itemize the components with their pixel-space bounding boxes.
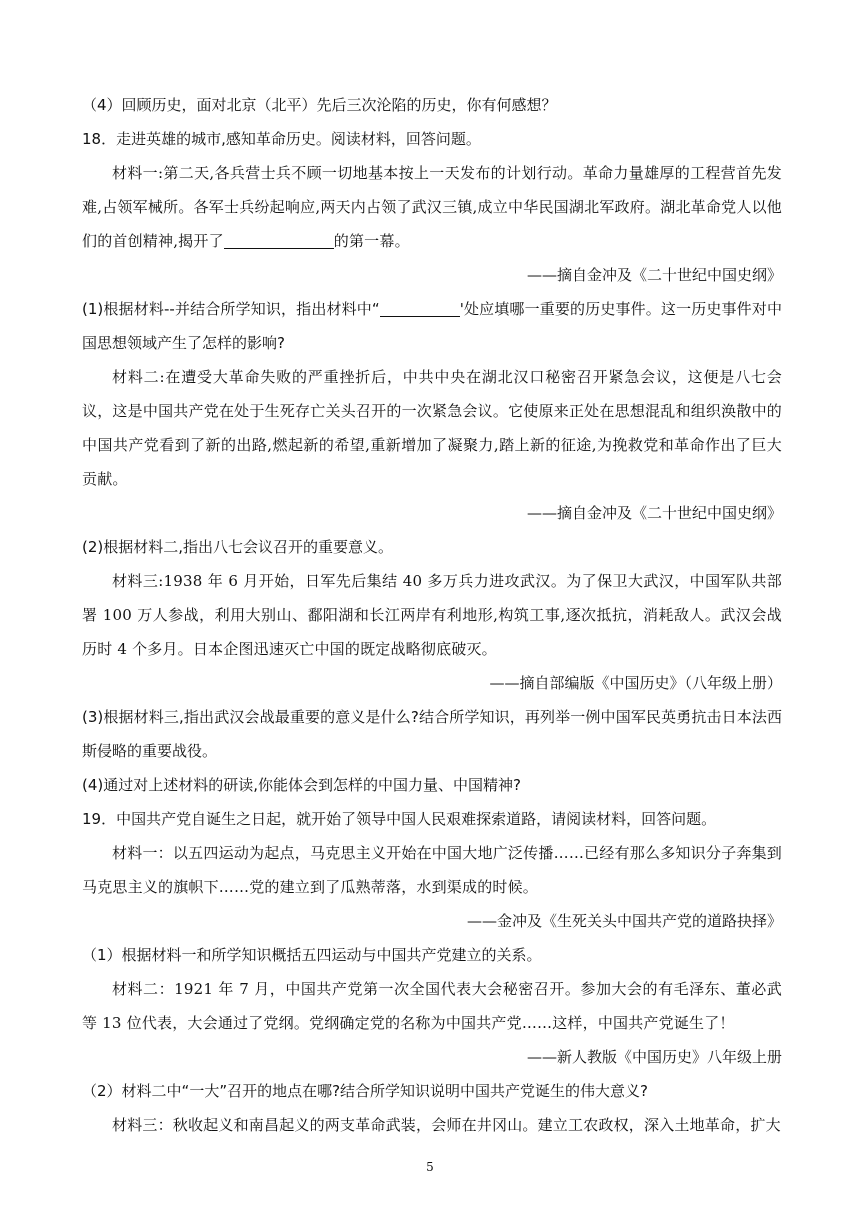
material-18-3-source: ——摘自部编版《中国历史》（八年级上册）: [489, 674, 782, 692]
page-body: [82, 88, 782, 1142]
fill-blank: [380, 298, 460, 317]
fill-blank: [224, 230, 334, 249]
material-19-1: 材料一：以五四运动为起点，马克思主义开始在中国大地广泛传播……已经有那么多知识分子奔集到马克思主义的旗帜下……党的建立到了瓜熟蒂落，水到渠成的时候。: [82, 844, 782, 896]
question-18-1-tail: '处应填哪一重要的历史事件。这一历史事件对中国思想领域产生了怎样的影响?: [82, 300, 782, 352]
question-18-1-text: (1)根据材料--并结合所学知识，指出材料中“: [82, 300, 380, 318]
material-18-2-source: ——摘自金冲及《二十世纪中国史纲》: [526, 504, 782, 522]
material-18-1-source: ——摘自金冲及《二十世纪中国史纲》: [526, 266, 782, 284]
question-19-intro: 19．中国共产党自诞生之日起，就开始了领导中国人民艰难探索道路，请阅读材料，回答问题。: [82, 810, 717, 828]
material-19-1-source: ——金冲及《生死关头中国共产党的道路抉择》: [466, 912, 782, 930]
material-18-1-text: 材料一:第二天,各兵营士兵不顾一切地基本按上一天发布的计划行动。革命力量雄厚的工程营首先发难,占领军械所。各军士兵纷起响应,两天内占领了武汉三镇,成立中华民国湖北军政府。湖北革命党人以他们的首创精神,揭开了: [82, 164, 782, 250]
question-18-intro: 18．走进英雄的城市,感知革命历史。阅读材料，回答问题。: [82, 130, 481, 148]
material-19-3: 材料三：秋收起义和南昌起义的两支革命武装，会师在井冈山。建立工农政权，深入土地革命，扩大: [112, 1116, 781, 1134]
material-18-1-tail: 的第一幕。: [333, 232, 410, 250]
material-19-2: 材料二：1921 年 7 月，中国共产党第一次全国代表大会秘密召开。参加大会的有毛泽东、董必武等 13 位代表，大会通过了党纲。党纲确定党的名称为中国共产党……这样，中国共产党诞生了！: [82, 980, 782, 1032]
material-19-2-source: ——新人教版《中国历史》八年级上册: [526, 1048, 782, 1066]
question-19-1: （1）根据材料一和所学知识概括五四运动与中国共产党建立的关系。: [82, 946, 542, 964]
question-18-2: (2)根据材料二,指出八七会议召开的重要意义。: [82, 538, 394, 556]
material-18-2: 材料二:在遭受大革命失败的严重挫折后，中共中央在湖北汉口秘密召开紧急会议，这便是八七会议，这是中国共产党在处于生死存亡关头召开的一次紧急会议。它使原来正处在思想混乱和组织涣散中的中国共产党看到了新的出路,燃起新的希望,重新增加了凝聚力,踏上新的征途,为挽救党和革命作出了巨大贡献。: [82, 368, 782, 488]
question-19-2: （2）材料二中“一大”召开的地点在哪?结合所学知识说明中国共产党诞生的伟大意义?: [82, 1082, 649, 1100]
question-17-4: （4）回顾历史，面对北京（北平）先后三次沦陷的历史，你有何感想？: [82, 96, 557, 114]
question-18-4: (4)通过对上述材料的研读,你能体会到怎样的中国力量、中国精神?: [82, 776, 521, 794]
page-number: 5: [426, 1160, 434, 1174]
question-18-3: (3)根据材料三,指出武汉会战最重要的意义是什么?结合所学知识，再列举一例中国军民英勇抗击日本法西斯侵略的重要战役。: [82, 708, 782, 760]
material-18-3: 材料三:1938 年 6 月开始，日军先后集结 40 多万兵力进攻武汉。为了保卫大武汉，中国军队共部署 100 万人参战，利用大别山、鄱阳湖和长江两岸有利地形,构筑工事,逐次抵抗，消耗敌人。武汉会战历时 4 个多月。日本企图迅速灭亡中国的既定战略彻底破灭。: [82, 572, 782, 658]
material-18-1: [82, 156, 782, 258]
question-18-1: [82, 292, 782, 360]
